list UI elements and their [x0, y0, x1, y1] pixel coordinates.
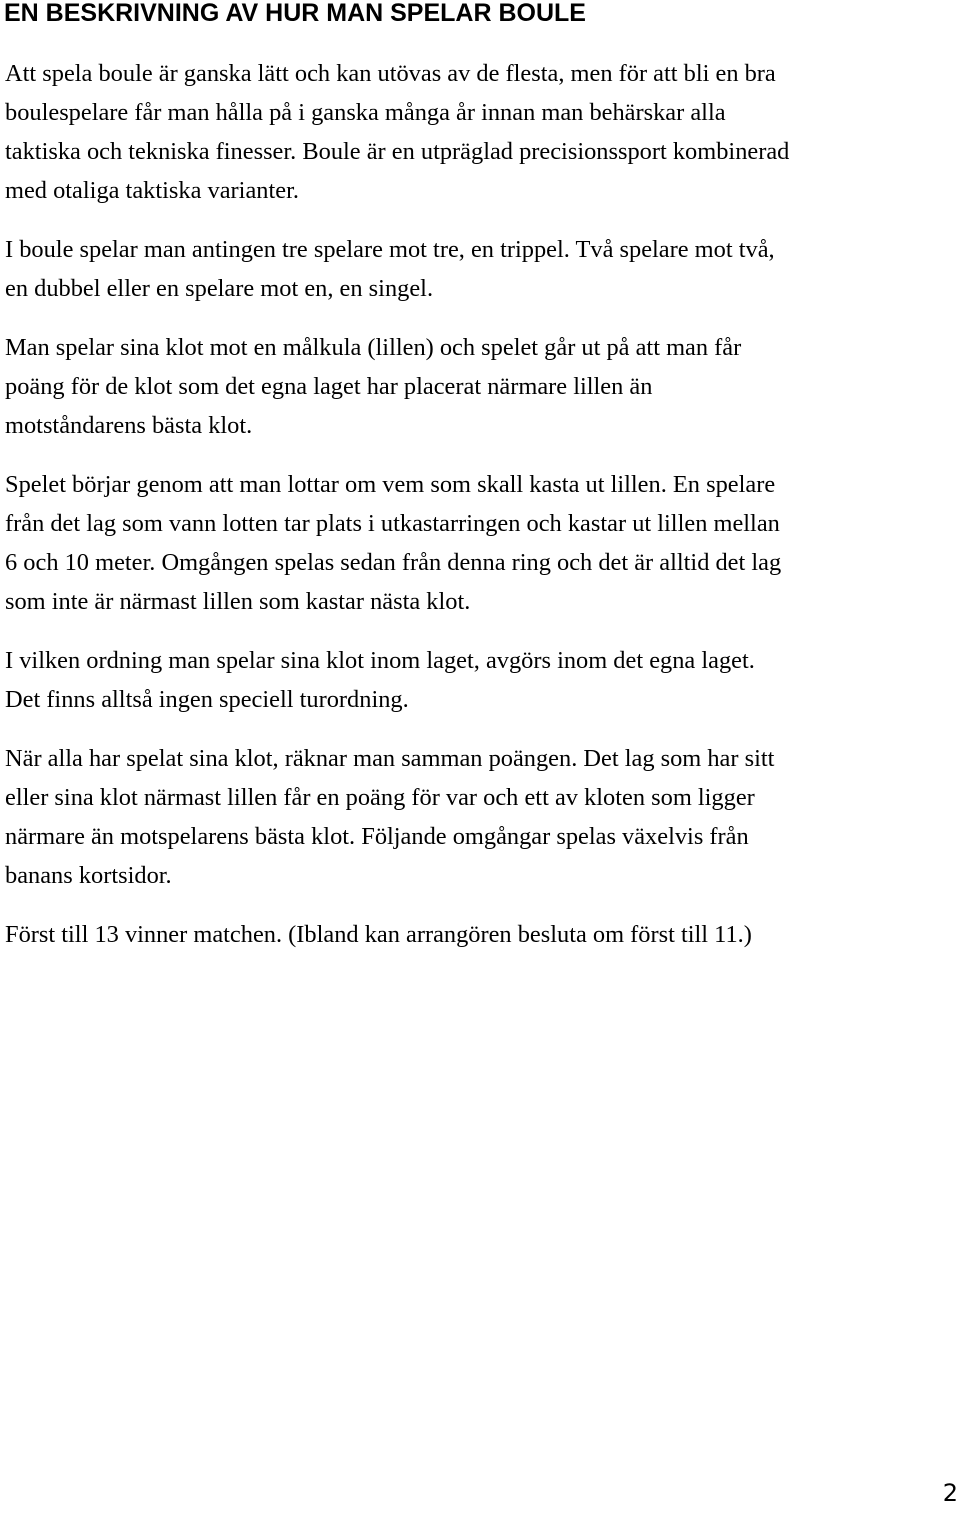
- text-line: motståndarens bästa klot.: [5, 412, 253, 439]
- text-line: poäng för de klot som det egna laget har placerat närmare lillen än: [5, 373, 653, 400]
- text-line: I vilken ordning man spelar sina klot inom laget, avgörs inom det egna laget.: [5, 647, 755, 674]
- text-line: banans kortsidor.: [5, 862, 172, 889]
- text-line: Det finns alltså ingen speciell turordning.: [5, 686, 409, 713]
- paragraph-throwing-order: [5, 641, 957, 719]
- text-line: eller sina klot närmast lillen får en poäng för var och ett av kloten som ligger: [5, 784, 755, 811]
- text-line: I boule spelar man antingen tre spelare mot tre, en trippel. Två spelare mot två,: [5, 236, 775, 263]
- text-line: 6 och 10 meter. Omgången spelas sedan från denna ring och det är alltid det lag: [5, 549, 782, 576]
- text-line: När alla har spelat sina klot, räknar man samman poängen. Det lag som har sitt: [5, 745, 775, 772]
- page-number: 2: [942, 1479, 958, 1507]
- text-line: från det lag som vann lotten tar plats i utkastarringen och kastar ut lillen mellan: [5, 510, 780, 537]
- document-body: [5, 54, 957, 974]
- paragraph-objective: [5, 328, 957, 445]
- text-line: Spelet börjar genom att man lottar om vem som skall kasta ut lillen. En spelare: [5, 471, 776, 498]
- text-line: närmare än motspelarens bästa klot. Följande omgångar spelas växelvis från: [5, 823, 749, 850]
- paragraph-intro: [5, 54, 957, 210]
- paragraph-scoring: [5, 739, 957, 895]
- text-line: som inte är närmast lillen som kastar nästa klot.: [5, 588, 471, 615]
- text-line: med otaliga taktiska varianter.: [5, 177, 299, 204]
- paragraph-game-formats: [5, 230, 957, 308]
- paragraph-start-of-play: [5, 465, 957, 621]
- text-line: en dubbel eller en spelare mot en, en singel.: [5, 275, 434, 302]
- text-line: Först till 13 vinner matchen. (Ibland kan arrangören besluta om först till 11.): [5, 921, 752, 948]
- text-line: Man spelar sina klot mot en målkula (lillen) och spelet går ut på att man får: [5, 334, 742, 361]
- paragraph-winning: [5, 915, 957, 954]
- text-line: taktiska och tekniska finesser. Boule är en utpräglad precisionssport kombinerad: [5, 138, 790, 165]
- text-line: Att spela boule är ganska lätt och kan utövas av de flesta, men för att bli en bra: [5, 60, 776, 87]
- text-line: boulespelare får man hålla på i ganska många år innan man behärskar alla: [5, 99, 726, 126]
- document-title: EN BESKRIVNING AV HUR MAN SPELAR BOULE: [4, 0, 586, 27]
